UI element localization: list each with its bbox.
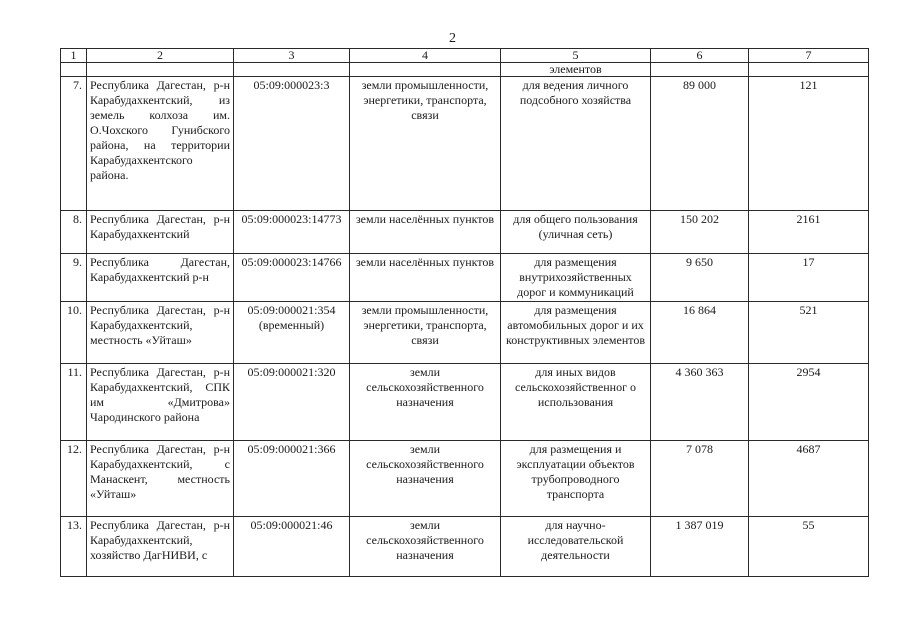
cont-cell (234, 63, 350, 77)
row-cadastral: 05:09:000023:3 (234, 77, 350, 211)
row-use: для ведения личного подсобного хозяйства (501, 77, 651, 211)
row-number: 13. (61, 517, 87, 577)
cont-cell (61, 63, 87, 77)
row-cadastral: 05:09:000021:320 (234, 364, 350, 441)
row-col7: 17 (749, 254, 869, 302)
row-col7: 121 (749, 77, 869, 211)
header-col-3: 3 (234, 49, 350, 63)
row-area: 7 078 (651, 441, 749, 517)
row-use: для размещения и эксплуатации объектов трубопроводного транспорта (501, 441, 651, 517)
row-category: земли населённых пунктов (350, 254, 501, 302)
row-cadastral: 05:09:000023:14766 (234, 254, 350, 302)
table-row (61, 211, 869, 254)
row-area: 4 360 363 (651, 364, 749, 441)
row-category: земли сельскохозяйственного назначения (350, 517, 501, 577)
table-row (61, 364, 869, 441)
row-col7: 2954 (749, 364, 869, 441)
page-number: 2 (449, 31, 456, 46)
row-address: Республика Дагестан, р-н Карабудахкентский (87, 211, 234, 254)
cont-cell (350, 63, 501, 77)
row-number: 10. (61, 302, 87, 364)
row-use: для общего пользования (уличная сеть) (501, 211, 651, 254)
row-use: для научно-исследовательской деятельности (501, 517, 651, 577)
header-col-7: 7 (749, 49, 869, 63)
header-row (61, 49, 869, 63)
table-row (61, 441, 869, 517)
row-address: Республика Дагестан, р-н Карабудахкентский, местность «Уйташ» (87, 302, 234, 364)
row-cadastral: 05:09:000021:354 (временный) (234, 302, 350, 364)
row-category: земли сельскохозяйственного назначения (350, 441, 501, 517)
table-row (61, 517, 869, 577)
row-address: Республика Дагестан, Карабудахкентский р-н (87, 254, 234, 302)
cont-cell (651, 63, 749, 77)
row-col7: 4687 (749, 441, 869, 517)
row-cadastral: 05:09:000023:14773 (234, 211, 350, 254)
row-area: 1 387 019 (651, 517, 749, 577)
row-category: земли населённых пунктов (350, 211, 501, 254)
header-col-4: 4 (350, 49, 501, 63)
row-category: земли промышленности, энергетики, транспорта, связи (350, 77, 501, 211)
row-category: земли промышленности, энергетики, транспорта, связи (350, 302, 501, 364)
row-area: 89 000 (651, 77, 749, 211)
row-address: Республика Дагестан, р-н Карабудахкентский, хозяйство ДагНИВИ, с (87, 517, 234, 577)
row-use: для размещения внутрихозяйственных дорог и коммуникаций (501, 254, 651, 302)
row-category: земли сельскохозяйственного назначения (350, 364, 501, 441)
table-row (61, 254, 869, 302)
header-col-5: 5 (501, 49, 651, 63)
continuation-row (61, 63, 869, 77)
table-row (61, 302, 869, 364)
cont-use-cell: элементов (501, 63, 651, 77)
header-col-2: 2 (87, 49, 234, 63)
row-cadastral: 05:09:000021:46 (234, 517, 350, 577)
row-number: 8. (61, 211, 87, 254)
row-area: 16 864 (651, 302, 749, 364)
row-number: 11. (61, 364, 87, 441)
row-use: для размещения автомобильных дорог и их конструктивных элементов (501, 302, 651, 364)
table-row (61, 77, 869, 211)
row-number: 7. (61, 77, 87, 211)
row-col7: 2161 (749, 211, 869, 254)
header-col-6: 6 (651, 49, 749, 63)
row-col7: 55 (749, 517, 869, 577)
row-number: 12. (61, 441, 87, 517)
row-cadastral: 05:09:000021:366 (234, 441, 350, 517)
row-use: для иных видов сельскохозяйственног о использования (501, 364, 651, 441)
row-address: Республика Дагестан, р-н Карабудахкентский, СПК им «Дмитрова» Чародинского района (87, 364, 234, 441)
row-area: 150 202 (651, 211, 749, 254)
land-plots-table (60, 48, 869, 577)
row-number: 9. (61, 254, 87, 302)
row-address: Республика Дагестан, р-н Карабудахкентский, из земель колхоза им. О.Чохского Гунибского района, на территории Карабудахкентского района. (87, 77, 234, 211)
row-col7: 521 (749, 302, 869, 364)
cont-cell (87, 63, 234, 77)
row-address: Республика Дагестан, р-н Карабудахкентский, с Манаскент, местность «Уйташ» (87, 441, 234, 517)
header-col-1: 1 (61, 49, 87, 63)
row-area: 9 650 (651, 254, 749, 302)
cont-cell (749, 63, 869, 77)
